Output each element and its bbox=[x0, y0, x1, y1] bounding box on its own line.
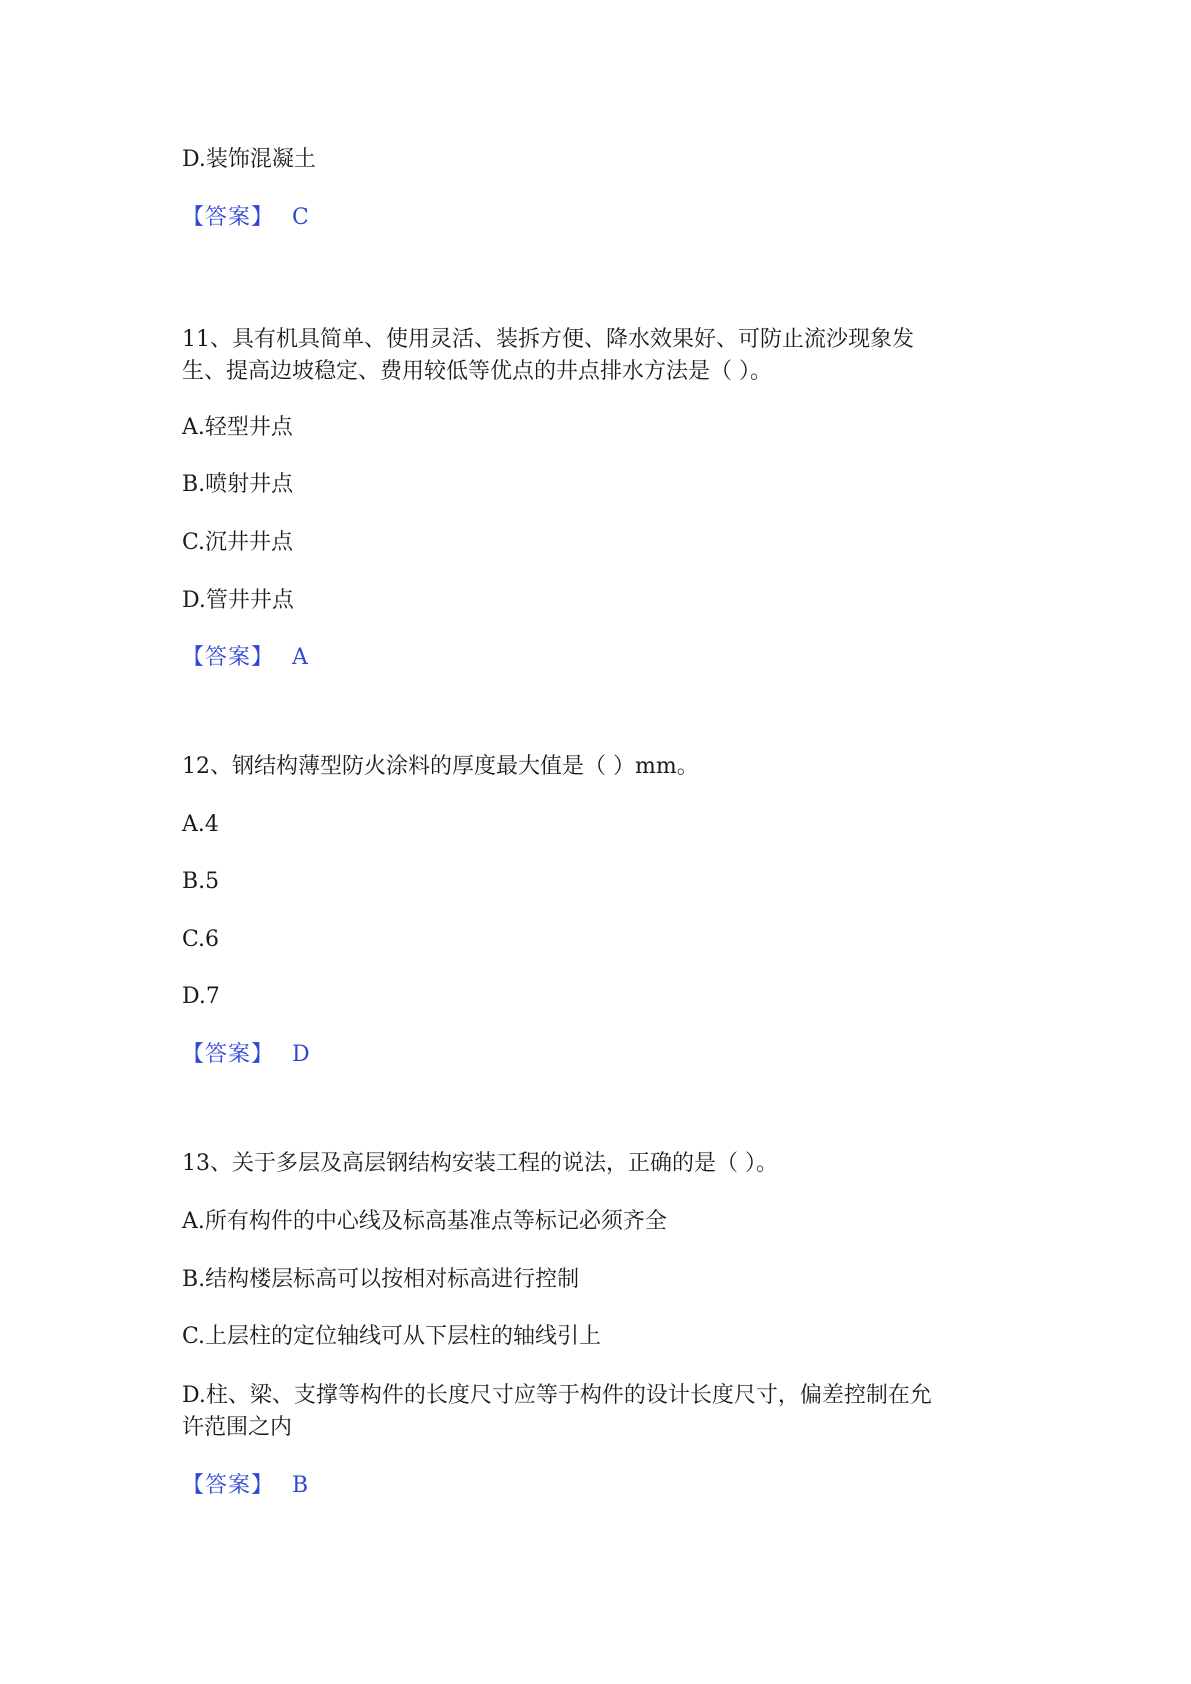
question-13-text: 13、关于多层及高层钢结构安装工程的说法，正确的是（ ）。 bbox=[182, 1151, 778, 1176]
question-12-text: 12、钢结构薄型防火涂料的厚度最大值是（ ）mm。 bbox=[182, 754, 699, 779]
option-b-q12: B.5 bbox=[182, 869, 220, 894]
option-a-q13: A.所有构件的中心线及标高基准点等标记必须齐全 bbox=[182, 1209, 667, 1234]
option-b-q13: B.结构楼层标高可以按相对标高进行控制 bbox=[182, 1267, 580, 1292]
option-d-q13-cont: 许范围之内 bbox=[182, 1415, 293, 1440]
answer-q13 bbox=[182, 1471, 308, 1501]
option-d-q13: D.柱、梁、支撑等构件的长度尺寸应等于构件的设计长度尺寸，偏差控制在允 bbox=[182, 1383, 932, 1408]
question-11-text: 11、具有机具简单、使用灵活、装拆方便、降水效果好、可防止流沙现象发 bbox=[182, 327, 914, 352]
option-c-q11: C.沉井井点 bbox=[182, 530, 294, 555]
question-11-text-cont: 生、提高边坡稳定、费用较低等优点的井点排水方法是（ ）。 bbox=[182, 359, 772, 384]
answer-value: B bbox=[292, 1473, 309, 1498]
answer-q10 bbox=[182, 203, 309, 233]
answer-q11 bbox=[182, 643, 308, 673]
answer-label: 【答案】 bbox=[182, 1473, 275, 1498]
answer-label: 【答案】 bbox=[182, 1042, 275, 1067]
option-a-q11: A.轻型井点 bbox=[182, 415, 293, 440]
option-b-q11: B.喷射井点 bbox=[182, 472, 294, 497]
option-c-q12: C.6 bbox=[182, 927, 220, 952]
answer-value: D bbox=[292, 1042, 310, 1067]
answer-value: C bbox=[292, 205, 309, 230]
answer-label: 【答案】 bbox=[182, 645, 275, 670]
option-d-q12: D.7 bbox=[182, 984, 220, 1009]
option-c-q13: C.上层柱的定位轴线可从下层柱的轴线引上 bbox=[182, 1324, 602, 1349]
answer-label: 【答案】 bbox=[182, 205, 275, 230]
option-d-q11: D.管井井点 bbox=[182, 588, 294, 613]
answer-value: A bbox=[292, 645, 308, 670]
answer-q12 bbox=[182, 1040, 310, 1070]
option-d-q10: D.装饰混凝土 bbox=[182, 147, 316, 172]
option-a-q12: A.4 bbox=[182, 812, 219, 837]
